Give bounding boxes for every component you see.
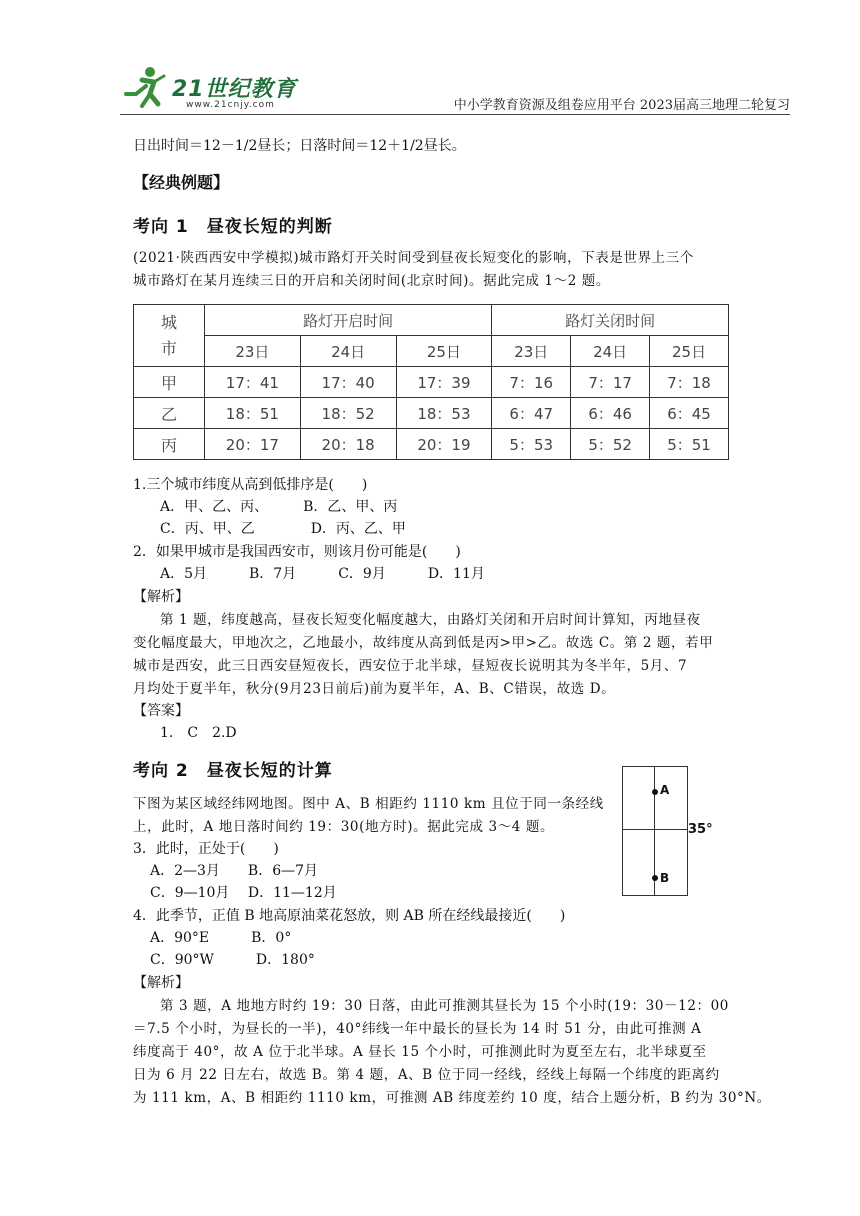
analysis-line: 第 3 题，A 地地方时约 19：30 日落，由此可推测其昼长为 15 个小时(19：30－12：00 (160, 998, 729, 1014)
question-1-options-b: C．丙、甲、乙 D．丙、乙、甲 (160, 521, 406, 537)
question-2-options: A．5月 B．7月 C．9月 D．11月 (160, 566, 485, 582)
analysis-line: ＝7.5 个小时，为昼长的一半)，40°纬线一年中最长的昼长为 14 时 51 分，由此可推测 A (133, 1021, 702, 1037)
city-cell: 甲 (134, 367, 205, 398)
topic2-intro-line-1: 下图为某区域经纬网地图。图中 A、B 相距约 1110 km 且位于同一条经线 (133, 796, 604, 812)
topic1-title: 考向 1 昼夜长短的判断 (133, 217, 333, 237)
logo-text: 21世纪教育 (172, 77, 297, 102)
analysis-line: 变化幅度最大，甲地次之，乙地最小，故纬度从高到低是丙>甲>乙。故选 C。第 2 题，若甲 (133, 635, 714, 651)
table-cell: 17：40 (300, 367, 396, 398)
table-cell: 5：53 (492, 429, 571, 460)
table-cell: 7：17 (571, 367, 650, 398)
header-divider (120, 114, 790, 115)
question-1-options-a: A．甲、乙、丙、 B．乙、甲、丙 (160, 499, 398, 515)
table-cell: 6：47 (492, 398, 571, 429)
table-cell: 7：18 (650, 367, 729, 398)
point-a-label: A (660, 783, 670, 797)
answer-text: 1. C 2.D (160, 725, 237, 741)
analysis-label: 【解析】 (133, 589, 189, 605)
table-cell: 20：19 (396, 429, 492, 460)
day-header: 23日 (492, 336, 571, 367)
answer-label: 【答案】 (133, 703, 189, 719)
question-3: 3．此时，正处于( ) (133, 841, 279, 857)
section-title: 【经典例题】 (133, 173, 230, 192)
day-header: 24日 (571, 336, 650, 367)
table-row (134, 367, 729, 398)
logo-url: www.21cnjy.com (186, 100, 275, 110)
graticule-figure (622, 766, 688, 896)
question-2: 2．如果甲城市是我国西安市，则该月份可能是( ) (133, 544, 461, 560)
city-header: 城 市 (134, 305, 205, 367)
table-row (134, 429, 729, 460)
header-source-text: 中小学教育资源及组卷应用平台 2023届高三地理二轮复习 (453, 98, 790, 113)
intro-formula: 日出时间＝12－1/2昼长；日落时间＝12＋1/2昼长。 (133, 138, 466, 154)
day-header: 23日 (205, 336, 301, 367)
question-1: 1.三个城市纬度从高到低排序是( ) (133, 477, 368, 493)
city-cell: 乙 (134, 398, 205, 429)
day-header: 24日 (300, 336, 396, 367)
analysis-line: 日为 6 月 22 日左右，故选 B。第 4 题，A、B 位于同一经线，经线上每隔一个纬度的距离约 (133, 1067, 720, 1083)
page-header (120, 64, 790, 120)
table-cell: 6：46 (571, 398, 650, 429)
table-cell: 17：41 (205, 367, 301, 398)
analysis-line: 城市是西安，此三日西安昼短夜长，西安位于北半球，昼短夜长说明其为冬半年，5月、7 (133, 658, 688, 674)
point-b-marker (652, 875, 658, 881)
topic1-intro-line-2: 城市路灯在某月连续三日的开启和关闭时间(北京时间)。据此完成 1～2 题。 (133, 273, 610, 289)
analysis-line: 纬度高于 40°，故 A 位于北半球。A 昼长 15 个小时，可推测此时为夏至左右，北半球夏至 (133, 1044, 707, 1060)
table-row (134, 398, 729, 429)
analysis-line: 第 1 题，纬度越高，昼夜长短变化幅度越大，由路灯关闭和开启时间计算知，丙地昼夜 (160, 612, 701, 628)
latitude-label: 35° (688, 822, 713, 837)
topic2-intro-line-2: 上，此时，A 地日落时间约 19：30(地方时)。据此完成 3～4 题。 (133, 819, 555, 835)
table-cell: 20：18 (300, 429, 396, 460)
brand-logo (120, 64, 300, 114)
analysis-label-2: 【解析】 (133, 975, 189, 991)
point-a-marker (652, 789, 658, 795)
table-cell: 5：51 (650, 429, 729, 460)
group-open-header: 路灯开启时间 (205, 305, 492, 336)
table-cell: 18：53 (396, 398, 492, 429)
analysis-line: 为 111 km，A、B 相距约 1110 km，可推测 AB 纬度差约 10 度，结合上题分析，B 约为 30°N。 (133, 1090, 771, 1106)
question-3-options-a: A．2—3月 B．6—7月 (150, 863, 319, 879)
question-4: 4．此季节，正值 B 地高原油菜花怒放，则 AB 所在经线最接近( ) (133, 908, 566, 924)
question-4-options-a: A．90°E B．0° (150, 930, 292, 946)
runner-logo-icon (120, 64, 170, 112)
city-cell: 丙 (134, 429, 205, 460)
point-b-label: B (660, 871, 670, 885)
group-close-header: 路灯关闭时间 (492, 305, 729, 336)
topic2-title: 考向 2 昼夜长短的计算 (133, 761, 333, 781)
table-cell: 7：16 (492, 367, 571, 398)
table-cell: 6：45 (650, 398, 729, 429)
table-cell: 17：39 (396, 367, 492, 398)
table-cell: 20：17 (205, 429, 301, 460)
streetlight-table (133, 304, 729, 460)
parallel-line (623, 829, 687, 830)
day-header: 25日 (650, 336, 729, 367)
day-header: 25日 (396, 336, 492, 367)
topic1-intro-line-1: (2021·陕西西安中学模拟)城市路灯开关时间受到昼夜长短变化的影响，下表是世界上三个 (133, 250, 694, 266)
question-4-options-b: C．90°W D．180° (150, 952, 315, 968)
analysis-line: 月均处于夏半年，秋分(9月23日前后)前为夏半年，A、B、C错误，故选 D。 (133, 681, 616, 697)
table-cell: 18：51 (205, 398, 301, 429)
question-3-options-b: C．9—10月 D．11—12月 (150, 885, 337, 901)
table-cell: 18：52 (300, 398, 396, 429)
table-cell: 5：52 (571, 429, 650, 460)
